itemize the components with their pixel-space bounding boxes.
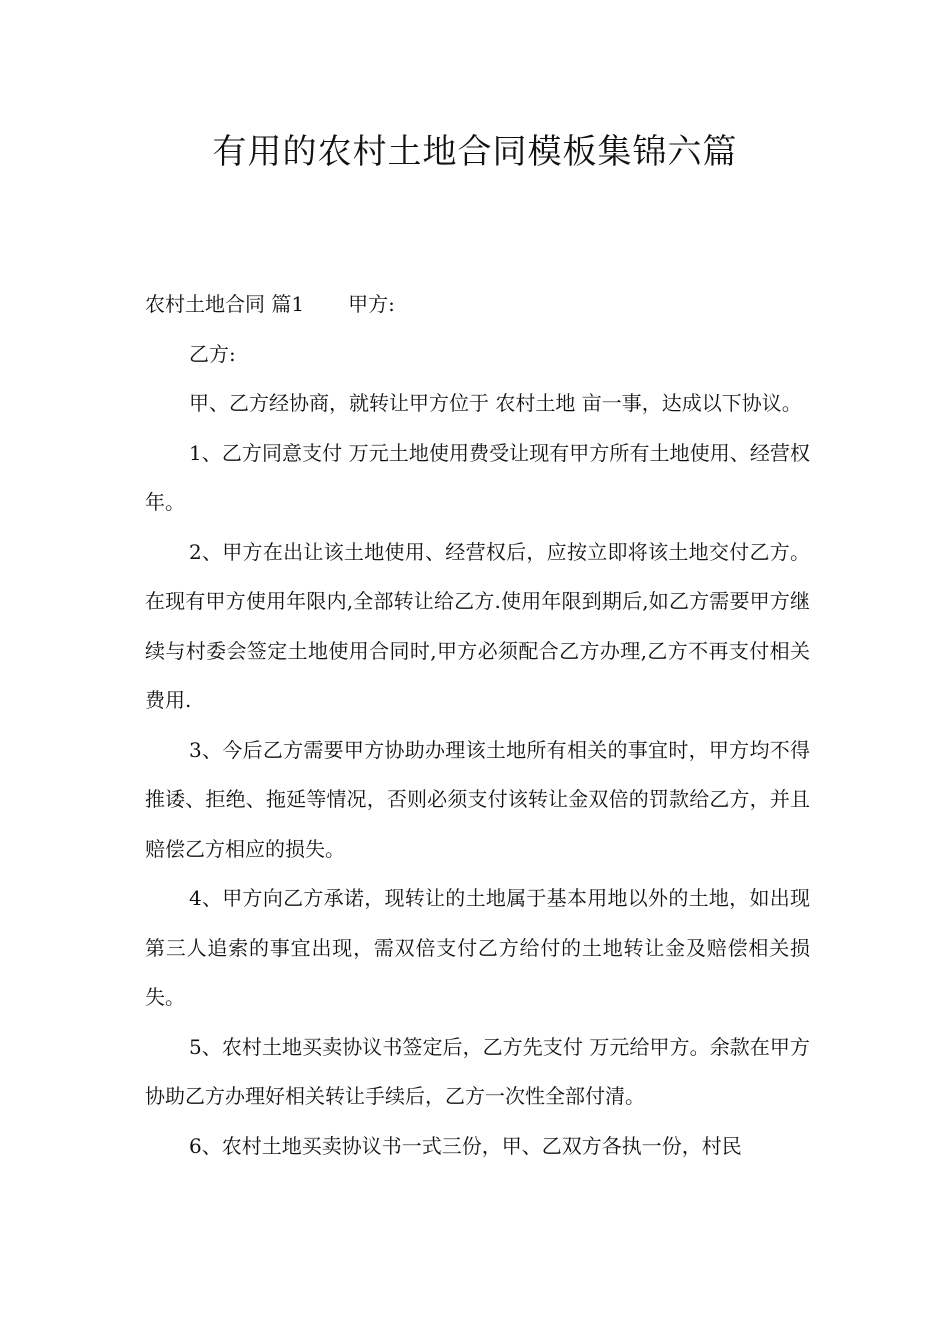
clause-2: 2、甲方在出让该土地使用、经营权后，应按立即将该土地交付乙方。在现有甲方使用年限内,全部转让给乙方.使用年限到期后,如乙方需要甲方继续与村委会签定土地使用合同时,甲方必须配合乙方办理,乙方不再支付相关费用. bbox=[145, 539, 810, 712]
clause-1: 1、乙方同意支付 万元土地使用费受让现有甲方所有土地使用、经营权 年。 bbox=[145, 440, 810, 514]
party-b-label: 乙方: bbox=[189, 341, 236, 366]
clause-5: 5、农村土地买卖协议书签定后，乙方先支付 万元给甲方。余款在甲方协助乙方办理好相关转让手续后，乙方一次性全部付清。 bbox=[145, 1034, 810, 1108]
party-b-line bbox=[145, 330, 810, 380]
document-title: 有用的农村土地合同模板集锦六篇 bbox=[212, 132, 738, 172]
party-a-label: 甲方: bbox=[348, 292, 395, 316]
clause-6: 6、农村土地买卖协议书一式三份，甲、乙双方各执一份，村民 bbox=[189, 1133, 742, 1158]
clause-3: 3、今后乙方需要甲方协助办理该土地所有相关的事宜时，甲方均不得推诿、拒绝、拖延等情况，否则必须支付该转让金双倍的罚款给乙方，并且赔偿乙方相应的损失。 bbox=[145, 737, 810, 861]
section-heading: 农村土地合同 篇1 bbox=[145, 292, 305, 316]
document-body bbox=[145, 280, 810, 1171]
paragraph-intro: 甲、乙方经协商，就转让甲方位于 农村土地 亩一事，达成以下协议。 bbox=[189, 391, 802, 415]
section-heading-line bbox=[145, 280, 810, 330]
clause-4: 4、甲方向乙方承诺，现转让的土地属于基本用地以外的土地，如出现第三人追索的事宜出现，需双倍支付乙方给付的土地转让金及赔偿相关损失。 bbox=[145, 886, 810, 1009]
